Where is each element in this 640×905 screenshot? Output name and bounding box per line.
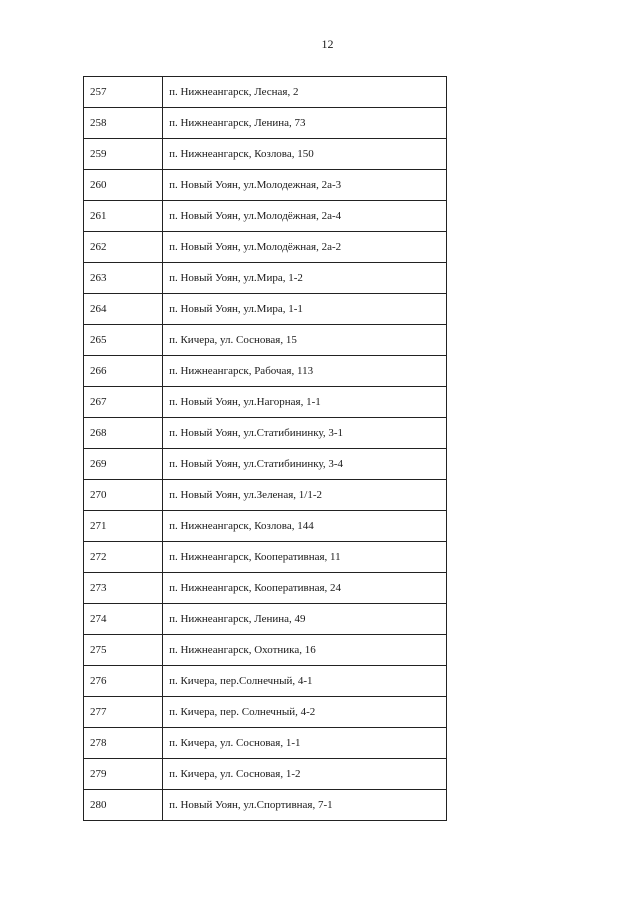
row-number-cell: 273 [84,573,163,604]
row-number-cell: 278 [84,728,163,759]
row-number-cell: 268 [84,418,163,449]
table-row [84,449,447,480]
table-row [84,480,447,511]
row-number-cell: 269 [84,449,163,480]
row-number-cell: 280 [84,790,163,821]
address-cell: п. Новый Уоян, ул.Молодежная, 2а-3 [163,170,447,201]
address-cell: п. Кичера, пер. Солнечный, 4-2 [163,697,447,728]
row-number-cell: 265 [84,325,163,356]
page-number: 12 [321,37,334,51]
row-number-cell: 271 [84,511,163,542]
address-cell: п. Кичера, ул. Сосновая, 15 [163,325,447,356]
table-row [84,573,447,604]
table-row [84,635,447,666]
row-number-cell: 262 [84,232,163,263]
table-row [84,387,447,418]
address-cell: п. Новый Уоян, ул.Статибининку, 3-1 [163,418,447,449]
table-row [84,511,447,542]
address-cell: п. Нижнеангарск, Кооперативная, 11 [163,542,447,573]
row-number-cell: 266 [84,356,163,387]
address-table [83,76,447,821]
address-cell: п. Нижнеангарск, Козлова, 150 [163,139,447,170]
table-row [84,418,447,449]
row-number-cell: 267 [84,387,163,418]
table-row [84,108,447,139]
table-row [84,790,447,821]
table-row [84,263,447,294]
table-row [84,232,447,263]
row-number-cell: 260 [84,170,163,201]
address-cell: п. Новый Уоян, ул.Мира, 1-2 [163,263,447,294]
table-row [84,697,447,728]
row-number-cell: 274 [84,604,163,635]
address-cell: п. Новый Уоян, ул.Нагорная, 1-1 [163,387,447,418]
table-row [84,294,447,325]
address-cell: п. Нижнеангарск, Кооперативная, 24 [163,573,447,604]
row-number-cell: 264 [84,294,163,325]
row-number-cell: 276 [84,666,163,697]
row-number-cell: 270 [84,480,163,511]
address-cell: п. Новый Уоян, ул.Молодёжная, 2а-4 [163,201,447,232]
table-row [84,77,447,108]
row-number-cell: 272 [84,542,163,573]
address-cell: п. Нижнеангарск, Ленина, 49 [163,604,447,635]
address-cell: п. Кичера, пер.Солнечный, 4-1 [163,666,447,697]
table-row [84,728,447,759]
row-number-cell: 275 [84,635,163,666]
row-number-cell: 277 [84,697,163,728]
address-cell: п. Нижнеангарск, Рабочая, 113 [163,356,447,387]
address-cell: п. Кичера, ул. Сосновая, 1-2 [163,759,447,790]
address-cell: п. Новый Уоян, ул.Мира, 1-1 [163,294,447,325]
table-row [84,666,447,697]
row-number-cell: 257 [84,77,163,108]
address-cell: п. Новый Уоян, ул.Статибининку, 3-4 [163,449,447,480]
address-cell: п. Нижнеангарск, Лесная, 2 [163,77,447,108]
table-row [84,542,447,573]
table-row [84,356,447,387]
table-row [84,201,447,232]
table-row [84,139,447,170]
table-row [84,170,447,201]
row-number-cell: 261 [84,201,163,232]
row-number-cell: 259 [84,139,163,170]
table-row [84,604,447,635]
address-cell: п. Новый Уоян, ул.Молодёжная, 2а-2 [163,232,447,263]
table-row [84,759,447,790]
address-cell: п. Новый Уоян, ул.Спортивная, 7-1 [163,790,447,821]
table-row [84,325,447,356]
row-number-cell: 263 [84,263,163,294]
row-number-cell: 279 [84,759,163,790]
address-cell: п. Новый Уоян, ул.Зеленая, 1/1-2 [163,480,447,511]
address-cell: п. Кичера, ул. Сосновая, 1-1 [163,728,447,759]
address-cell: п. Нижнеангарск, Охотника, 16 [163,635,447,666]
address-cell: п. Нижнеангарск, Козлова, 144 [163,511,447,542]
row-number-cell: 258 [84,108,163,139]
address-cell: п. Нижнеангарск, Ленина, 73 [163,108,447,139]
address-table-body [84,77,447,821]
